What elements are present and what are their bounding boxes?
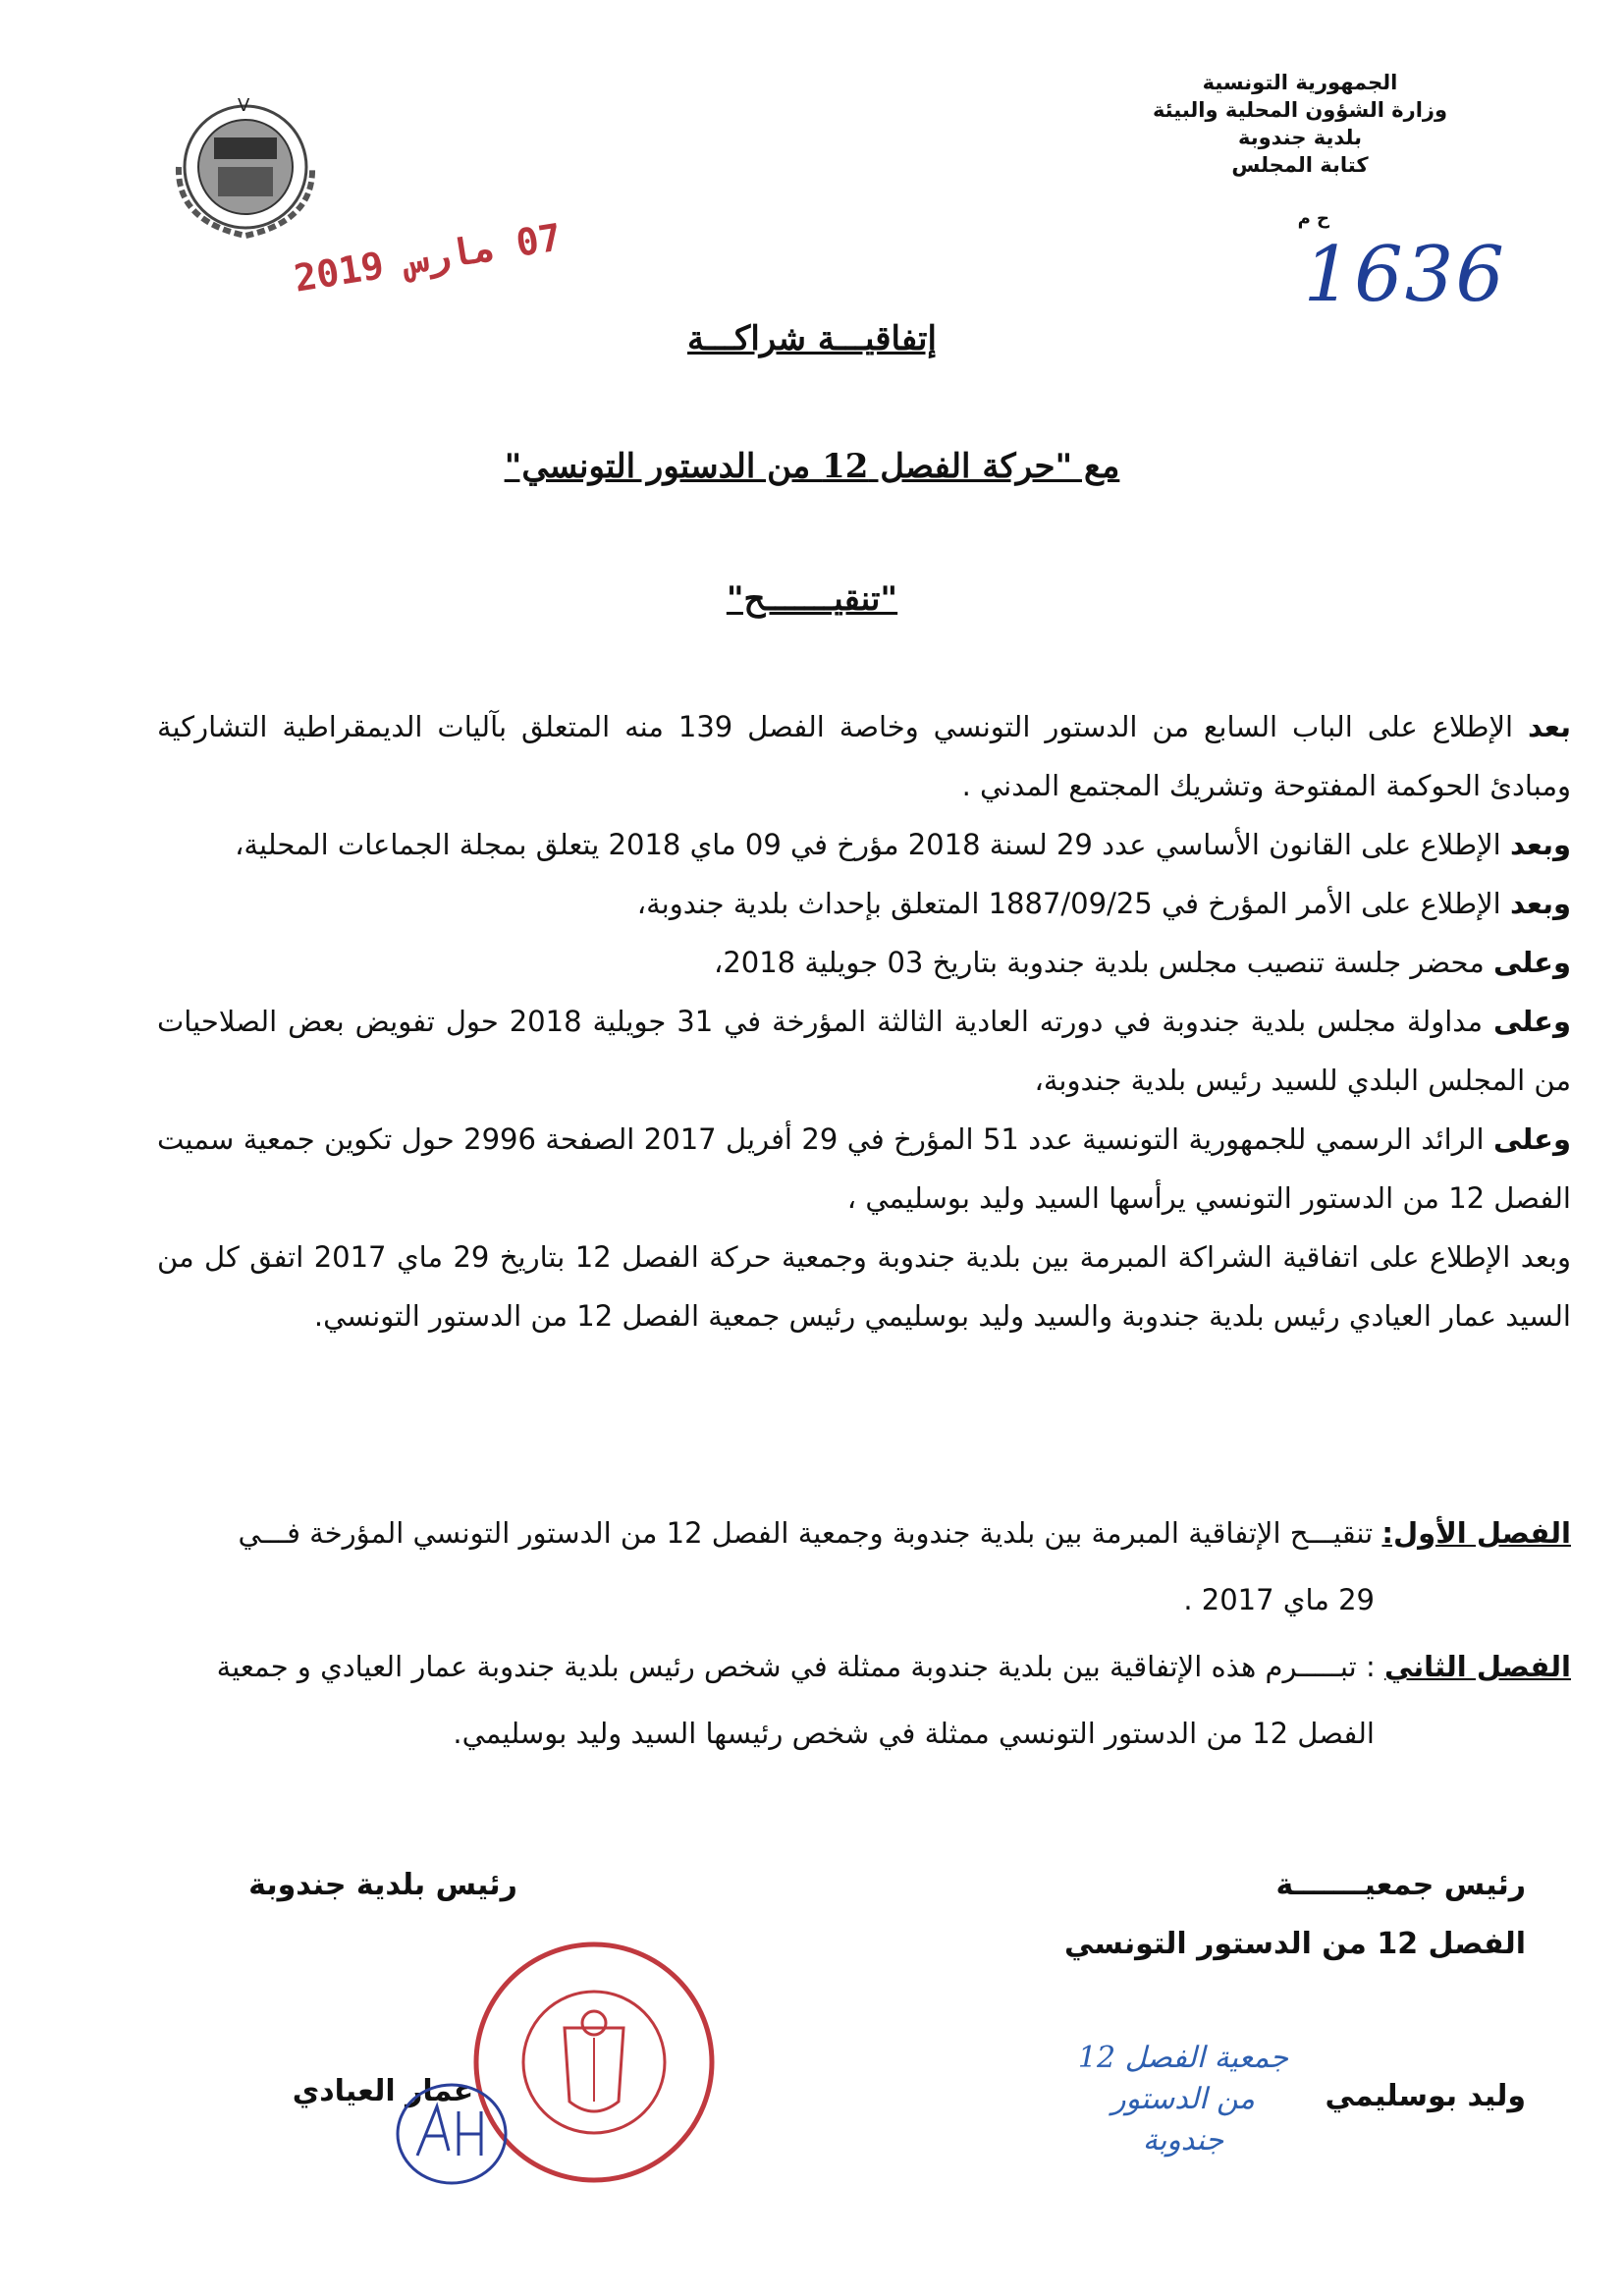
association-stamp: جمعية الفصل 12 من الدستور جندوبة xyxy=(1077,2041,1289,2158)
date-stamp: 07 مارس 2019 xyxy=(291,215,565,301)
document-amendment-title: "تنقيـــــــح" xyxy=(726,579,898,619)
association-signatory-title: رئيس جمعيـــــــة xyxy=(1275,1868,1526,1902)
letterhead xyxy=(1074,69,1526,179)
ministry-name: وزارة الشؤون المحلية والبيئة xyxy=(1152,98,1448,122)
document-subtitle: مع "حركة الفصل 12 من الدستور التونسي" xyxy=(504,447,1120,486)
articles xyxy=(187,1503,1571,1770)
document-title: إتفاقيـــة شراكـــة xyxy=(687,319,937,358)
preamble-paragraph: وعلى مداولة مجلس بلدية جندوبة في دورته العادية الثالثة المؤرخة في 31 جويلية 2018 حول تفويض بعض الصلاحيات من المجلس البلدي للسيد رئيس بلدية جندوبة، xyxy=(157,1005,1571,1097)
department-name: كتابة المجلس xyxy=(1231,153,1369,177)
preamble xyxy=(157,697,1571,1345)
preamble-paragraph: وبعد الإطلاع على الأمر المؤرخ في 1887/09/25 المتعلق بإحداث بلدية جندوبة، xyxy=(636,887,1571,920)
svg-text:V: V xyxy=(238,95,250,116)
preamble-paragraph: وبعد الإطلاع على اتفاقية الشراكة المبرمة بين بلدية جندوبة وجمعية حركة الفصل 12 بتاريخ 29 ماي 2017 اتفق كل من السيد عمار العيادي رئيس بلدية جندوبة والسيد وليد بوسليمي رئيس جمعية الفصل 12 من الدستور التونسي. xyxy=(157,1240,1571,1333)
reference-number: 1636 xyxy=(1303,231,1506,319)
preamble-paragraph: وعلى الرائد الرسمي للجمهورية التونسية عدد 51 المؤرخ في 29 أفريل 2017 الصفحة 2996 حول تكوين جمعية سميت الفصل 12 من الدستور التونسي يرأسها السيد وليد بوسليمي ، xyxy=(157,1122,1571,1215)
municipality-name: بلدية جندوبة xyxy=(1237,126,1363,149)
mayor-title: رئيس بلدية جندوبة xyxy=(248,1868,517,1902)
article-1-continuation: 29 ماي 2017 . xyxy=(1183,1583,1375,1616)
article-2-continuation: الفصل 12 من الدستور التونسي ممثلة في شخص رئيسها السيد وليد بوسليمي. xyxy=(453,1717,1375,1750)
handwritten-initials-icon xyxy=(388,2067,515,2195)
preamble-paragraph: وعلى محضر جلسة تنصيب مجلس بلدية جندوبة بتاريخ 03 جويلية 2018، xyxy=(713,946,1571,979)
municipality-emblem-icon xyxy=(157,83,334,246)
association-name: الفصل 12 من الدستور التونسي xyxy=(1063,1927,1526,1961)
preamble-paragraph: بعد الإطلاع على الباب السابع من الدستور التونسي وخاصة الفصل 139 منه المتعلق بآليات الديمقراطية التشاركية ومبادئ الحوكمة المفتوحة وتشريك المجتمع المدني . xyxy=(157,710,1571,802)
reference-label: ح م xyxy=(1297,208,1329,229)
article-2: الفصل الثاني : تبـــــرم هذه الإتفاقية بين بلدية جندوبة ممثلة في شخص رئيس بلدية جندوبة عمار العيادي و جمعية xyxy=(216,1650,1571,1683)
preamble-paragraph: وبعد الإطلاع على القانون الأساسي عدد 29 لسنة 2018 مؤرخ في 09 ماي 2018 يتعلق بمجلة الجماعات المحلية، xyxy=(235,828,1571,861)
mayor-name: عمار العيادي xyxy=(292,2074,474,2108)
article-1: الفصل الأول: تنقيـــح الإتفاقية المبرمة بين بلدية جندوبة وجمعية الفصل 12 من الدستور التونسي المؤرخة فـــي xyxy=(238,1516,1571,1550)
country-name: الجمهورية التونسية xyxy=(1202,71,1398,94)
association-signatory-name: وليد بوسليمي xyxy=(1325,2079,1526,2113)
